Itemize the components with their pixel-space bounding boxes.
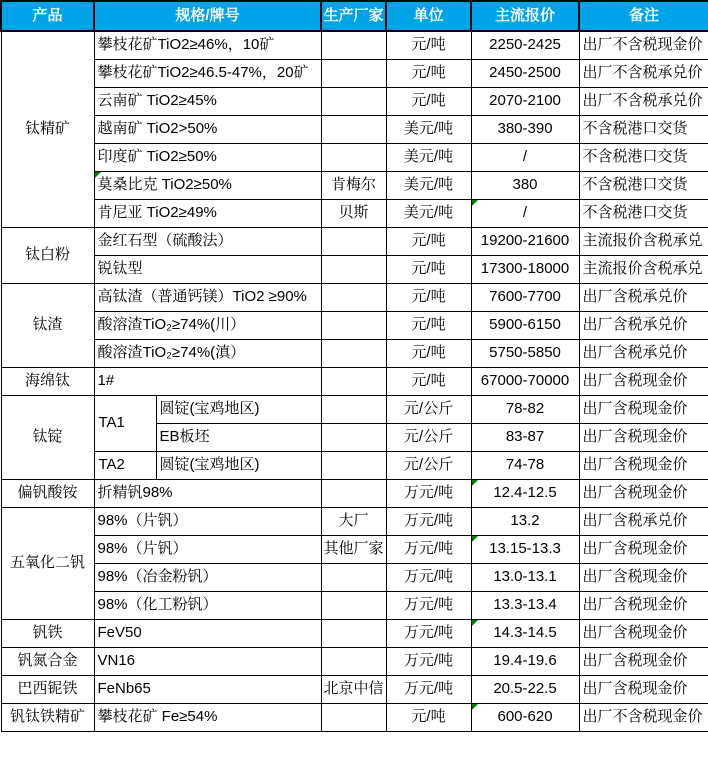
cell-text: 19200-21600 [480, 232, 570, 250]
unit-cell [386, 31, 471, 59]
manufacturer-cell [321, 535, 386, 563]
cell-text: 折精钒98% [97, 484, 173, 502]
note-cell [579, 311, 708, 339]
unit-cell [386, 283, 471, 311]
note-cell [579, 423, 708, 451]
cell-text: 20.5-22.5 [493, 680, 557, 698]
table-row [1, 311, 708, 339]
cell-text: 1# [97, 372, 115, 390]
manufacturer-cell [321, 31, 386, 59]
table-row [1, 31, 708, 59]
cell-text: 13.15-13.3 [489, 540, 561, 558]
price-cell [471, 255, 579, 283]
note-cell [579, 675, 708, 703]
cell-text: 不含税港口交货 [582, 120, 688, 138]
price-cell [471, 115, 579, 143]
table-row [1, 479, 708, 507]
spec-cell [94, 255, 321, 283]
column-header-manufacturer: 生产厂家 [321, 1, 386, 31]
cell-text: 元/公斤 [403, 400, 454, 418]
spec-cell [94, 227, 321, 255]
cell-text: 98%（片钒） [97, 512, 188, 530]
note-cell [579, 535, 708, 563]
manufacturer-cell [321, 619, 386, 647]
unit-cell [386, 367, 471, 395]
cell-text: 出厂含税现金价 [582, 484, 688, 502]
cell-text: 钒钛铁精矿 [9, 708, 85, 726]
price-cell [471, 647, 579, 675]
manufacturer-cell [321, 367, 386, 395]
cell-text: TA1 [98, 414, 125, 432]
note-cell [579, 479, 708, 507]
cell-text: 巴西铌铁 [17, 680, 78, 698]
cell-text: 7600-7700 [489, 288, 561, 306]
spec-cell [94, 31, 321, 59]
cell-text: 83-87 [505, 428, 545, 446]
unit-cell [386, 591, 471, 619]
cell-text: 元/吨 [411, 36, 446, 54]
cell-text: 圆锭(宝鸡地区) [159, 456, 260, 474]
unit-cell [386, 227, 471, 255]
unit-cell [386, 59, 471, 87]
price-cell [471, 59, 579, 87]
manufacturer-cell [321, 171, 386, 199]
manufacturer-cell [321, 115, 386, 143]
table-row [1, 451, 708, 479]
manufacturer-cell [321, 59, 386, 87]
price-cell [471, 227, 579, 255]
cell-text: 13.2 [510, 512, 540, 530]
note-cell [579, 563, 708, 591]
spec_grade-cell [94, 451, 156, 479]
spec-cell [94, 199, 321, 227]
spec-cell [94, 311, 321, 339]
table-row [1, 143, 708, 171]
note-cell [579, 703, 708, 731]
cell-text: 万元/吨 [403, 596, 454, 614]
cell-text: 万元/吨 [403, 512, 454, 530]
note-cell [579, 255, 708, 283]
header-row [1, 1, 708, 31]
unit-cell [386, 395, 471, 423]
note-cell [579, 451, 708, 479]
price-cell [471, 199, 579, 227]
table-row [1, 535, 708, 563]
cell-text: 元/吨 [411, 344, 446, 362]
column-header-spec: 规格/牌号 [94, 1, 321, 31]
table-row [1, 283, 708, 311]
unit-cell [386, 703, 471, 731]
cell-text: 美元/吨 [403, 204, 454, 222]
spec-cell [94, 87, 321, 115]
note-cell [579, 87, 708, 115]
cell-text: 其他厂家 [323, 540, 384, 558]
cell-text: 钛精矿 [24, 120, 70, 138]
cell-text: 偏钒酸铵 [17, 484, 78, 502]
manufacturer-cell [321, 339, 386, 367]
cell-text: 钛渣 [32, 316, 63, 334]
spec-cell [94, 647, 321, 675]
price-cell [471, 339, 579, 367]
unit-cell [386, 143, 471, 171]
column-header-product: 产品 [1, 1, 94, 31]
cell-text: 元/公斤 [403, 428, 454, 446]
comment-marker-icon [472, 704, 478, 710]
cell-text: 元/公斤 [403, 456, 454, 474]
unit-cell [386, 199, 471, 227]
cell-text: 万元/吨 [403, 680, 454, 698]
cell-text: 380-390 [497, 120, 553, 138]
cell-text: 圆锭(宝鸡地区) [159, 400, 260, 418]
comment-marker-icon [472, 620, 478, 626]
manufacturer-cell [321, 199, 386, 227]
cell-text: 出厂含税现金价 [582, 428, 688, 446]
spec-cell [94, 591, 321, 619]
unit-cell [386, 451, 471, 479]
cell-text: 5900-6150 [489, 316, 561, 334]
unit-cell [386, 115, 471, 143]
product-cell [1, 283, 94, 367]
price-cell [471, 311, 579, 339]
note-cell [579, 647, 708, 675]
price-cell [471, 619, 579, 647]
spec-cell [94, 619, 321, 647]
price-cell [471, 479, 579, 507]
cell-text: 出厂含税现金价 [582, 624, 688, 642]
column-header-unit: 单位 [386, 1, 471, 31]
cell-text: 金红石型（硫酸法） [97, 232, 233, 250]
unit-cell [386, 647, 471, 675]
spec-cell [94, 479, 321, 507]
cell-text: 98%（化工粉钒） [97, 596, 218, 614]
unit-cell [386, 675, 471, 703]
cell-text: 67000-70000 [480, 372, 570, 390]
table-row [1, 507, 708, 535]
price-cell [471, 703, 579, 731]
cell-text: 美元/吨 [403, 120, 454, 138]
spec_type-cell [156, 395, 321, 423]
price-cell [471, 31, 579, 59]
column-header-price: 主流报价 [471, 1, 579, 31]
cell-text: 2450-2500 [489, 64, 561, 82]
table-row [1, 227, 708, 255]
note-cell [579, 339, 708, 367]
cell-text: 出厂含税现金价 [582, 540, 688, 558]
cell-text: 高钛渣（普通钙镁）TiO2 ≥90% [97, 288, 307, 306]
table-row [1, 619, 708, 647]
price-cell [471, 395, 579, 423]
comment-marker-icon [472, 480, 478, 486]
cell-text: 贝斯 [338, 204, 369, 222]
spec-cell [94, 675, 321, 703]
price-cell [471, 451, 579, 479]
product-cell [1, 227, 94, 283]
cell-text: 五氧化二钒 [9, 554, 85, 572]
cell-text: 出厂含税现金价 [582, 568, 688, 586]
comment-marker-icon [472, 536, 478, 542]
cell-text: 74-78 [505, 456, 545, 474]
note-cell [579, 143, 708, 171]
cell-text: 出厂不含税承兑价 [582, 64, 703, 82]
cell-text: 98%（冶金粉钒） [97, 568, 218, 586]
cell-text: 元/吨 [411, 288, 446, 306]
unit-cell [386, 339, 471, 367]
manufacturer-cell [321, 563, 386, 591]
note-cell [579, 395, 708, 423]
note-cell [579, 199, 708, 227]
cell-text: 出厂含税现金价 [582, 372, 688, 390]
price-cell [471, 367, 579, 395]
price-cell [471, 507, 579, 535]
unit-cell [386, 479, 471, 507]
cell-text: 锐钛型 [97, 260, 143, 278]
product-cell [1, 367, 94, 395]
spec_type-cell [156, 451, 321, 479]
cell-text: 主流报价含税承兑 [582, 260, 703, 278]
cell-text: 出厂含税现金价 [582, 596, 688, 614]
price-cell [471, 171, 579, 199]
cell-text: 出厂含税现金价 [582, 400, 688, 418]
cell-text: 不含税港口交货 [582, 148, 688, 166]
note-cell [579, 283, 708, 311]
cell-text: 98%（片钒） [97, 540, 188, 558]
cell-text: 北京中信 [323, 680, 384, 698]
spec-cell [94, 563, 321, 591]
cell-text: 14.3-14.5 [493, 624, 557, 642]
note-cell [579, 227, 708, 255]
table-row [1, 171, 708, 199]
note-cell [579, 591, 708, 619]
price-cell [471, 675, 579, 703]
unit-cell [386, 423, 471, 451]
cell-text: 不含税港口交货 [582, 204, 688, 222]
cell-text: 云南矿 TiO2≥45% [97, 92, 217, 110]
price-cell [471, 535, 579, 563]
note-cell [579, 367, 708, 395]
spec-cell [94, 507, 321, 535]
cell-text: 5750-5850 [489, 344, 561, 362]
manufacturer-cell [321, 451, 386, 479]
cell-text: 肯梅尔 [331, 176, 377, 194]
cell-text: 美元/吨 [403, 148, 454, 166]
unit-cell [386, 535, 471, 563]
table-row [1, 703, 708, 731]
cell-text: 钒铁 [32, 624, 63, 642]
cell-text: 钛白粉 [24, 246, 70, 264]
cell-text: 元/吨 [411, 708, 446, 726]
cell-text: 出厂不含税现金价 [582, 708, 703, 726]
product-cell [1, 619, 94, 647]
unit-cell [386, 507, 471, 535]
cell-text: 海绵钛 [24, 372, 70, 390]
manufacturer-cell [321, 675, 386, 703]
cell-text: 美元/吨 [403, 176, 454, 194]
note-cell [579, 507, 708, 535]
note-cell [579, 619, 708, 647]
cell-text: 12.4-12.5 [493, 484, 557, 502]
table-body [1, 31, 708, 731]
cell-text: 出厂不含税承兑价 [582, 92, 703, 110]
product-cell [1, 703, 94, 731]
price-cell [471, 563, 579, 591]
cell-text: 13.3-13.4 [493, 596, 557, 614]
table-row [1, 87, 708, 115]
cell-text: 酸溶渣TiO₂≥74%(滇） [97, 344, 246, 362]
cell-text: TA2 [98, 456, 125, 474]
manufacturer-cell [321, 227, 386, 255]
cell-text: 钛锭 [32, 428, 63, 446]
cell-text: 元/吨 [411, 260, 446, 278]
note-cell [579, 115, 708, 143]
cell-text: VN16 [97, 652, 136, 670]
manufacturer-cell [321, 647, 386, 675]
cell-text: 元/吨 [411, 372, 446, 390]
price-cell [471, 591, 579, 619]
manufacturer-cell [321, 591, 386, 619]
cell-text: 2070-2100 [489, 92, 561, 110]
product-cell [1, 675, 94, 703]
spec-cell [94, 283, 321, 311]
table-row [1, 675, 708, 703]
manufacturer-cell [321, 507, 386, 535]
cell-text: 不含税港口交货 [582, 176, 688, 194]
note-cell [579, 59, 708, 87]
cell-text: 2250-2425 [489, 36, 561, 54]
cell-text: 万元/吨 [403, 540, 454, 558]
spec-cell [94, 535, 321, 563]
product-cell [1, 507, 94, 619]
manufacturer-cell [321, 255, 386, 283]
table-row [1, 339, 708, 367]
cell-text: 万元/吨 [403, 568, 454, 586]
cell-text: 出厂含税承兑价 [582, 288, 688, 306]
manufacturer-cell [321, 311, 386, 339]
cell-text: 元/吨 [411, 316, 446, 334]
note-cell [579, 31, 708, 59]
cell-text: / [522, 148, 528, 166]
cell-text: 攀枝花矿TiO2≥46.5-47%，20矿 [97, 64, 309, 82]
table-row [1, 59, 708, 87]
cell-text: 元/吨 [411, 232, 446, 250]
cell-text: 攀枝花矿TiO2≥46%，10矿 [97, 36, 275, 54]
spec-cell [94, 171, 321, 199]
cell-text: 出厂含税现金价 [582, 456, 688, 474]
cell-text: 出厂不含税现金价 [582, 36, 703, 54]
table-row [1, 255, 708, 283]
cell-text: 出厂含税承兑价 [582, 512, 688, 530]
table-row [1, 563, 708, 591]
unit-cell [386, 619, 471, 647]
cell-text: EB板坯 [159, 428, 210, 446]
cell-text: 出厂含税承兑价 [582, 316, 688, 334]
cell-text: 380 [512, 176, 538, 194]
price-cell [471, 143, 579, 171]
cell-text: 万元/吨 [403, 484, 454, 502]
unit-cell [386, 255, 471, 283]
spec-cell [94, 143, 321, 171]
price-cell [471, 283, 579, 311]
manufacturer-cell [321, 283, 386, 311]
cell-text: FeNb65 [97, 680, 151, 698]
spec-cell [94, 339, 321, 367]
cell-text: FeV50 [97, 624, 142, 642]
comment-marker-icon [95, 172, 101, 178]
price-cell [471, 423, 579, 451]
cell-text: 出厂含税承兑价 [582, 344, 688, 362]
table-row [1, 367, 708, 395]
manufacturer-cell [321, 703, 386, 731]
unit-cell [386, 87, 471, 115]
cell-text: 主流报价含税承兑 [582, 232, 703, 250]
cell-text: 大厂 [338, 512, 369, 530]
cell-text: 600-620 [497, 708, 553, 726]
table-row [1, 395, 708, 423]
cell-text: 19.4-19.6 [493, 652, 557, 670]
spec-cell [94, 115, 321, 143]
table-row [1, 591, 708, 619]
cell-text: 元/吨 [411, 92, 446, 110]
manufacturer-cell [321, 87, 386, 115]
product-cell [1, 395, 94, 479]
unit-cell [386, 311, 471, 339]
manufacturer-cell [321, 395, 386, 423]
spec-cell [94, 59, 321, 87]
unit-cell [386, 563, 471, 591]
note-cell [579, 171, 708, 199]
column-header-note: 备注 [579, 1, 708, 31]
cell-text: 万元/吨 [403, 624, 454, 642]
cell-text: 肯尼亚 TiO2≥49% [97, 204, 217, 222]
cell-text: 78-82 [505, 400, 545, 418]
table-row [1, 199, 708, 227]
product-cell [1, 479, 94, 507]
comment-marker-icon [472, 200, 478, 206]
cell-text: 印度矿 TiO2≥50% [97, 148, 217, 166]
cell-text: 莫桑比克 TiO2≥50% [97, 176, 232, 194]
table-row [1, 647, 708, 675]
table-row [1, 115, 708, 143]
cell-text: 攀枝花矿 Fe≥54% [97, 708, 218, 726]
cell-text: 越南矿 TiO2>50% [97, 120, 218, 138]
spec_type-cell [156, 423, 321, 451]
unit-cell [386, 171, 471, 199]
manufacturer-cell [321, 423, 386, 451]
manufacturer-cell [321, 479, 386, 507]
spec-cell [94, 703, 321, 731]
manufacturer-cell [321, 143, 386, 171]
cell-text: / [522, 204, 528, 222]
cell-text: 出厂含税现金价 [582, 652, 688, 670]
cell-text: 出厂含税现金价 [582, 680, 688, 698]
cell-text: 元/吨 [411, 64, 446, 82]
cell-text: 酸溶渣TiO₂≥74%(川） [97, 316, 246, 334]
product-cell [1, 647, 94, 675]
cell-text: 万元/吨 [403, 652, 454, 670]
product-cell [1, 31, 94, 227]
spec-cell [94, 367, 321, 395]
cell-text: 13.0-13.1 [493, 568, 557, 586]
cell-text: 17300-18000 [480, 260, 570, 278]
price-cell [471, 87, 579, 115]
cell-text: 钒氮合金 [17, 652, 78, 670]
spec_grade-cell [94, 395, 156, 451]
